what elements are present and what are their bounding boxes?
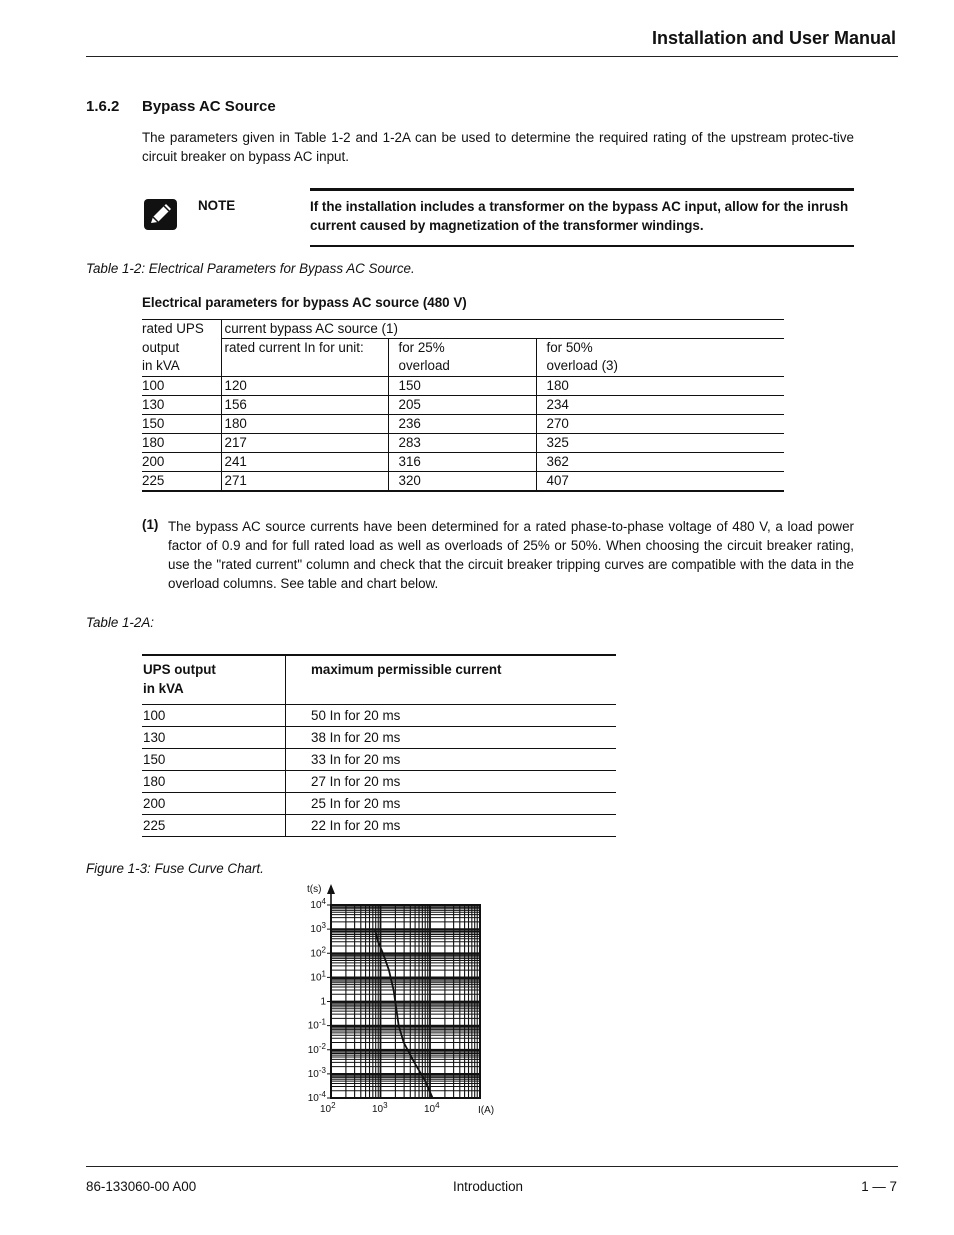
note-pencil-icon [144, 199, 177, 230]
table-cell: 217 [221, 433, 388, 452]
table-cell: 407 [536, 471, 784, 491]
table1-caption: Table 1-2: Electrical Parameters for Bypass AC Source. [86, 261, 415, 276]
table2-caption: Table 1-2A: [86, 615, 154, 630]
y-tick-label: $10^2$ [310, 945, 326, 960]
y-tick-label: $10^{-2}$ [307, 1041, 326, 1056]
y-tick-label: $10^{-4}$ [307, 1090, 326, 1104]
table-cell: 100 [142, 376, 221, 395]
table-row [142, 705, 616, 727]
table-row [142, 452, 784, 471]
table-header-row [142, 320, 784, 339]
table-row [142, 793, 616, 815]
table1-col2-header [388, 339, 536, 377]
table-cell: 22 In for 20 ms [286, 815, 617, 837]
table-cell: 27 In for 20 ms [286, 771, 617, 793]
table-cell: 236 [388, 414, 536, 433]
y-tick-label: $10^{-1}$ [307, 1017, 326, 1032]
fuse-curve-chart [296, 878, 516, 1123]
header-line: in kVA [143, 681, 184, 696]
section-number: 1.6.2 [86, 98, 120, 115]
table-row [142, 433, 784, 452]
table-cell: 180 [142, 433, 221, 452]
header-line: overload (3) [546, 358, 618, 373]
table-cell: 150 [142, 749, 286, 771]
y-axis-label: t(s) [307, 884, 322, 895]
table-cell: 150 [142, 414, 221, 433]
table-cell: 130 [142, 395, 221, 414]
table-row [142, 815, 616, 837]
x-axis-label: I(A) [478, 1105, 495, 1116]
table-cell: 225 [142, 471, 221, 491]
table-row [142, 771, 616, 793]
table-cell: 33 In for 20 ms [286, 749, 617, 771]
table-cell: 205 [388, 395, 536, 414]
header-line: in kVA [142, 358, 180, 373]
section-intro: The parameters given in Table 1-2 and 1-2A can be used to determine the required rating of the upstream protec-tive circuit breaker on bypass AC input. [142, 130, 854, 164]
x-tick-label: $10^4$ [424, 1101, 440, 1115]
table1-col0-header [142, 320, 221, 377]
section-title: Bypass AC Source [142, 98, 276, 115]
footer-page-number: 1 — 7 [861, 1179, 897, 1194]
table-cell: 50 In for 20 ms [286, 705, 617, 727]
table-row [142, 414, 784, 433]
table-cell: 234 [536, 395, 784, 414]
header-line: for 25% [398, 340, 445, 355]
header-rule [86, 56, 898, 57]
table-cell: 200 [142, 452, 221, 471]
table-cell: 200 [142, 793, 286, 815]
table-cell: 362 [536, 452, 784, 471]
table-header-row [142, 339, 784, 340]
table-cell: 271 [221, 471, 388, 491]
table-cell: 225 [142, 815, 286, 837]
table-header-row [142, 655, 616, 705]
table1-col1-header: rated current In for unit: [221, 339, 388, 377]
header-line: output [142, 339, 180, 355]
table1-title: Electrical parameters for bypass AC source (480 V) [142, 295, 467, 310]
x-tick-label: $10^2$ [320, 1101, 336, 1115]
table-cell: 180 [142, 771, 286, 793]
header-line: UPS output [143, 662, 216, 677]
table2-col2-header: maximum permissible current [286, 655, 617, 705]
footer-doc-number: 86-133060-00 A00 [86, 1179, 197, 1194]
max-current-table [142, 654, 616, 837]
table-cell: 283 [388, 433, 536, 452]
y-tick-label: $10^1$ [310, 969, 326, 984]
note-label: NOTE [198, 198, 236, 213]
table-cell: 320 [388, 471, 536, 491]
table-cell: 180 [536, 376, 784, 395]
table-cell: 150 [388, 376, 536, 395]
table-cell: 241 [221, 452, 388, 471]
header-line: overload [398, 358, 450, 373]
table-cell: 38 In for 20 ms [286, 727, 617, 749]
note-text: If the installation includes a transformer on the bypass AC input, allow for the inrush current caused by magnetization of the transformer windings. [310, 199, 849, 233]
table-row [142, 376, 784, 395]
table-cell: 325 [536, 433, 784, 452]
table-row [142, 727, 616, 749]
document-title: Installation and User Manual [651, 28, 896, 48]
table-cell: 120 [221, 376, 388, 395]
footnote-number: (1) [142, 517, 159, 532]
y-tick-label: $10^{-3}$ [307, 1065, 326, 1080]
table2-col1-header [142, 655, 286, 705]
table-cell: 316 [388, 452, 536, 471]
footer-section: Introduction [453, 1179, 523, 1194]
footer-rule [86, 1166, 898, 1167]
table-row [142, 749, 616, 771]
table-row [142, 395, 784, 414]
table-row [142, 471, 784, 491]
header-line: rated UPS [142, 321, 204, 336]
header-line: for 50% [546, 340, 593, 355]
table-cell: 270 [536, 414, 784, 433]
figure-caption: Figure 1-3: Fuse Curve Chart. [86, 861, 264, 876]
table-cell: 180 [221, 414, 388, 433]
table-cell: 130 [142, 727, 286, 749]
y-tick-label: $10^3$ [310, 921, 326, 936]
bypass-parameters-table [142, 319, 784, 492]
table-cell: 156 [221, 395, 388, 414]
table1-group-header: current bypass AC source (1) [221, 320, 784, 339]
table1-col3-header [536, 339, 784, 377]
footnote-text: The bypass AC source currents have been determined for a rated phase-to-phase voltage of 480 V, a load power factor of 0.9 and for full rated load as well as overloads of 25% or 50%. When choosing the circuit breaker rating, use the "rated current" column and check that the circuit breaker tripping curves are compatible with the data in the overload columns. See table and chart below. [168, 519, 854, 591]
y-axis-arrow [327, 884, 335, 894]
x-tick-label: $10^3$ [372, 1101, 388, 1115]
y-tick-label: $10^4$ [310, 897, 326, 911]
table-cell: 25 In for 20 ms [286, 793, 617, 815]
y-tick-label: 1 [320, 996, 326, 1008]
table-cell: 100 [142, 705, 286, 727]
